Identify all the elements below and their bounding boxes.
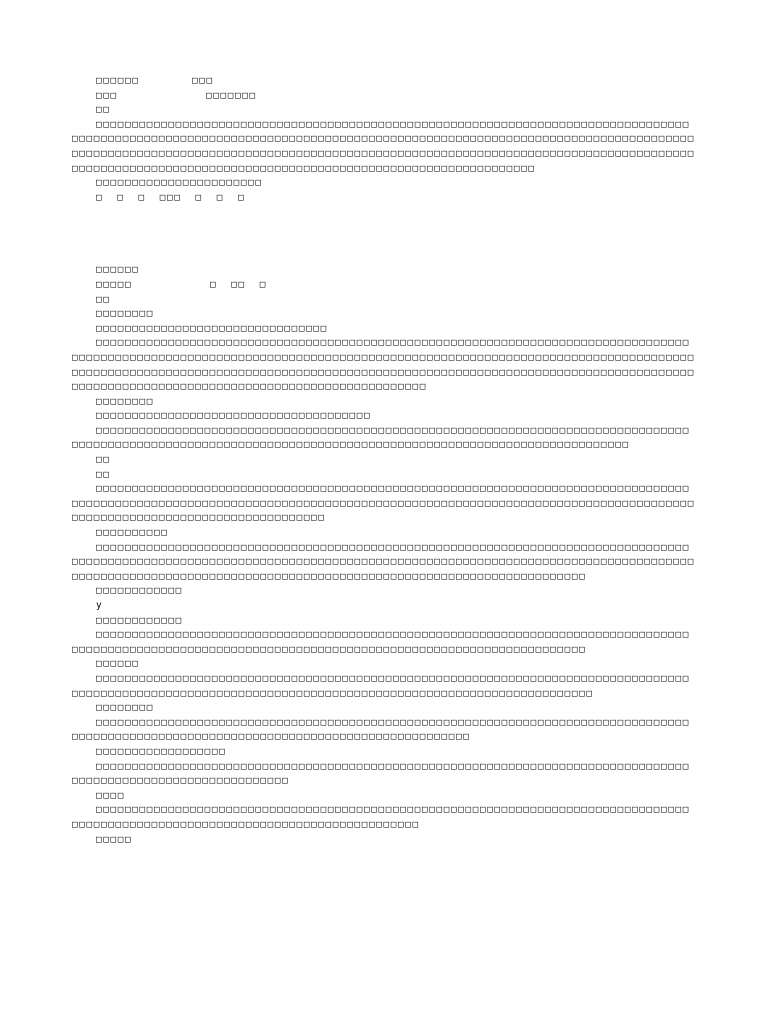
entry2-body-3: □□□□□□□□□□□□□□□□□□□□□□□□□□□□□□□□□□□□□□□□□□□□□□□□□□□□□□□□□□□□□□□□□□□□□□□□□□□□□□□□□□□□□□□□□□□□□□□□□□□□□□□□□□□□□□□□□□□□□□□□□□□□□□□□□□□□□□□□□□□□□□□□□□□□□□□□□□□□□□□□□□□□□□□□□□□□□□□□□□□□□□□□□□□□□□□□□□□□□□□□□□□: [72, 483, 696, 524]
entry-spacer: [72, 205, 696, 263]
entry2-note-a: □□□□□□□□□□□□□□□□□□□□□□□□□□□□□□□□□□□□□□: [96, 410, 372, 422]
entry1-name-value: □□□: [192, 75, 214, 86]
entry2-body-5: □□□□□□□□□□□□□□□□□□□□□□□□□□□□□□□□□□□□□□□□□□□□□□□□□□□□□□□□□□□□□□□□□□□□□□□□□□□□□□□□□□□□□□□□□□□□□□□□□□□□□□□□□□□□□□□□□□□□□□□□□□□□□□□□□□□□□□□□□□□□□□□□□□□□□□□□□: [72, 629, 691, 655]
entry2-body-7: □□□□□□□□□□□□□□□□□□□□□□□□□□□□□□□□□□□□□□□□□□□□□□□□□□□□□□□□□□□□□□□□□□□□□□□□□□□□□□□□□□□□□□□□□□□□□□□□□□□□□□□□□□□□□□□□□□□□□□□□□□□□□□□□□□□□□□□□□: [72, 716, 691, 743]
entry2-heading-h: □□□□□□□□: [96, 702, 154, 714]
entry2-type-values: [210, 278, 267, 293]
entry2-type-value: □□: [231, 278, 246, 290]
entry1-mark: □: [96, 191, 104, 203]
entry1-name-label: □□□□□□: [96, 75, 140, 86]
entry2-heading-b: □□: [96, 454, 111, 466]
entry1-note: □□□□□□□□□□□□□□□□□□□□□□□: [96, 177, 263, 189]
entry2-heading-e: □□□□□□□□□□□□: [96, 585, 183, 597]
entry1-marks: [72, 191, 696, 206]
entry1-mark: □: [216, 191, 224, 203]
entry2-type-row: [72, 278, 696, 293]
entry2-heading: □□: [96, 293, 111, 305]
entry2-body-6: □□□□□□□□□□□□□□□□□□□□□□□□□□□□□□□□□□□□□□□□□□□□□□□□□□□□□□□□□□□□□□□□□□□□□□□□□□□□□□□□□□□□□□□□□□□□□□□□□□□□□□□□□□□□□□□□□□□□□□□□□□□□□□□□□□□□□□□□□□□□□□□□□□□□□□□□□□: [72, 672, 691, 699]
entry2-heading-d: □□□□□□□□□□: [96, 527, 169, 539]
entry2-subheading: □□□□□□□□: [96, 308, 154, 320]
entry2-heading-e-mark: у: [96, 600, 104, 611]
entry2-heading-c: □□: [96, 468, 111, 480]
entry2-body-9: □□□□□□□□□□□□□□□□□□□□□□□□□□□□□□□□□□□□□□□□□□□□□□□□□□□□□□□□□□□□□□□□□□□□□□□□□□□□□□□□□□□□□□□□□□□□□□□□□□□□□□□□□□□□□□□□□□□□□□□□□□□□□□□□□□: [72, 804, 691, 830]
entry2-subnote: □□□□□□□□□□□□□□□□□□□□□□□□□□□□□□□□: [96, 322, 328, 334]
entry2-type-label: □□□□□: [96, 278, 133, 290]
entry1-name-row: [72, 74, 696, 89]
entry2-heading-g: □□□□□□: [96, 658, 140, 670]
entry2-type-value: □: [259, 278, 267, 290]
entry2-heading-a: □□□□□□□□: [96, 395, 154, 407]
entry2-type-value: □: [210, 278, 218, 290]
entry1-mark: □: [138, 191, 146, 203]
entry2-heading-j: □□□□: [96, 789, 125, 801]
entry2-body-8: □□□□□□□□□□□□□□□□□□□□□□□□□□□□□□□□□□□□□□□□□□□□□□□□□□□□□□□□□□□□□□□□□□□□□□□□□□□□□□□□□□□□□□□□□□□□□□□□□□□□□□□□□□□□□□□□: [72, 760, 691, 787]
entry1-heading: □□: [96, 104, 111, 116]
entry2-name-label: □□□□□□: [96, 264, 140, 276]
entry1-type-label: □□□: [96, 89, 118, 101]
entry1-mark: □: [117, 191, 125, 203]
entry1-type-value: □□□□□□□: [206, 89, 257, 101]
document-page: [72, 74, 696, 847]
entry1-mark: □: [195, 191, 203, 203]
entry2-body-4: □□□□□□□□□□□□□□□□□□□□□□□□□□□□□□□□□□□□□□□□□□□□□□□□□□□□□□□□□□□□□□□□□□□□□□□□□□□□□□□□□□□□□□□□□□□□□□□□□□□□□□□□□□□□□□□□□□□□□□□□□□□□□□□□□□□□□□□□□□□□□□□□□□□□□□□□□□□□□□□□□□□□□□□□□□□□□□□□□□□□□□□□□□□□□□□□□□□□□□□□□□□□□□□□□□□□□□□□□□□□□□□□□□□□□□□□□□□□□□□: [72, 541, 696, 582]
entry1-body: □□□□□□□□□□□□□□□□□□□□□□□□□□□□□□□□□□□□□□□□□□□□□□□□□□□□□□□□□□□□□□□□□□□□□□□□□□□□□□□□□□□□□□□□□□□□□□□□□□□□□□□□□□□□□□□□□□□□□□□□□□□□□□□□□□□□□□□□□□□□□□□□□□□□□□□□□□□□□□□□□□□□□□□□□□□□□□□□□□□□□□□□□□□□□□□□□□□□□□□□□□□□□□□□□□□□□□□□□□□□□□□□□□□□□□□□□□□□□□□□□□□□□□□□□□□□□□□□□□□□□□□□□□□□□□□□□□□□□□□□□□□□□□□□□□□□□□□□□□□□□□□□□□□□□□□□□□□□□□: [72, 118, 696, 174]
entry1-mark: □□□: [159, 191, 182, 203]
entry1-type-row: [72, 89, 696, 104]
entry1-mark: □: [237, 191, 246, 203]
entry2-heading-i: □□□□□□□□□□□□□□□□□□: [96, 745, 227, 757]
entry2-heading-f: □□□□□□□□□□□□: [96, 614, 183, 626]
entry2-body-2: □□□□□□□□□□□□□□□□□□□□□□□□□□□□□□□□□□□□□□□□□□□□□□□□□□□□□□□□□□□□□□□□□□□□□□□□□□□□□□□□□□□□□□□□□□□□□□□□□□□□□□□□□□□□□□□□□□□□□□□□□□□□□□□□□□□□□□□□□□□□□□□□□□□□□□□□□□□□□□□: [72, 424, 691, 451]
entry2-body-1: □□□□□□□□□□□□□□□□□□□□□□□□□□□□□□□□□□□□□□□□□□□□□□□□□□□□□□□□□□□□□□□□□□□□□□□□□□□□□□□□□□□□□□□□□□□□□□□□□□□□□□□□□□□□□□□□□□□□□□□□□□□□□□□□□□□□□□□□□□□□□□□□□□□□□□□□□□□□□□□□□□□□□□□□□□□□□□□□□□□□□□□□□□□□□□□□□□□□□□□□□□□□□□□□□□□□□□□□□□□□□□□□□□□□□□□□□□□□□□□□□□□□□□□□□□□□□□□□□□□□□□□□□□□□□□□□□□□□□□□□□□□□□□□□□□□□□□□□□□□□□□□: [72, 337, 696, 393]
entry2-heading-k: □□□□□: [96, 833, 133, 845]
